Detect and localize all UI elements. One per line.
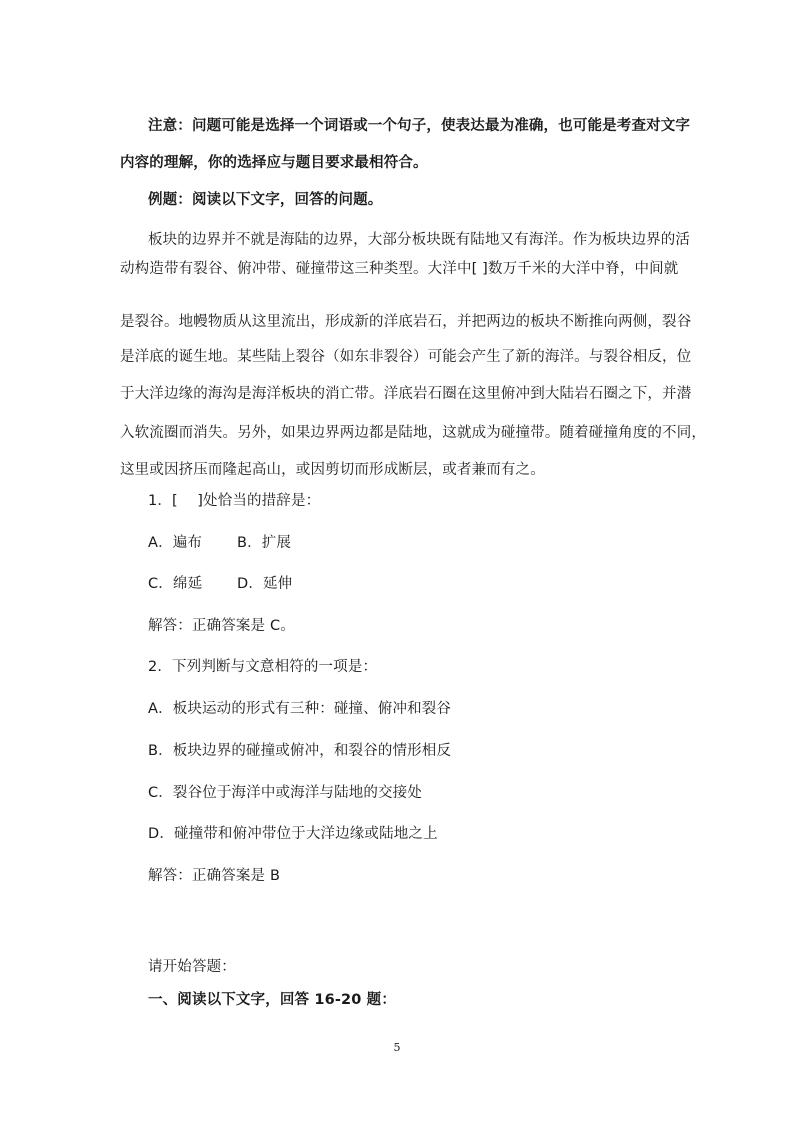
example-title: 例题：阅读以下文字，回答的问题。: [148, 192, 383, 208]
q2-answer: 解答：正确答案是 B: [148, 868, 281, 884]
note-line-2: 内容的理解，你的选择应与题目要求最相符合。: [120, 155, 428, 171]
passage-line-3: 是裂谷。地幔物质从这里流出，形成新的洋底岩石，并把两边的板块不断推向两侧，裂谷: [120, 314, 692, 330]
passage-line-5: 于大洋边缘的海沟是海洋板块的消亡带。洋底岩石圈在这里俯冲到大陆岩石圈之下，并潜: [120, 386, 692, 402]
q2-option-c: C．裂谷位于海洋中或海洋与陆地的交接处: [148, 785, 422, 801]
q1-option-b: B．扩展: [237, 535, 292, 551]
passage-line-2: 动构造带有裂谷、俯冲带、碰撞带这三种类型。大洋中[ ]数万千米的大洋中脊，中间就: [120, 261, 679, 277]
q2-option-a: A．板块运动的形式有三种：碰撞、俯冲和裂谷: [148, 701, 452, 717]
q1-answer: 解答：正确答案是 C。: [148, 618, 295, 634]
note-line-1: 注意：问题可能是选择一个词语或一个句子，使表达最为准确，也可能是考查对文字: [148, 118, 691, 134]
q1-stem: 1．[ ]处恰当的措辞是：: [148, 493, 321, 509]
q1-option-d: D．延伸: [237, 576, 293, 592]
section-title: 一、阅读以下文字，回答 16-20 题：: [148, 992, 396, 1008]
q2-option-b: B．板块边界的碰撞或俯冲，和裂谷的情形相反: [148, 743, 452, 759]
q2-stem: 2．下列判断与文意相符的一项是：: [148, 659, 378, 675]
start-label: 请开始答题：: [148, 959, 236, 975]
q1-option-c: C．绵延: [148, 576, 203, 592]
page-number: 5: [393, 1041, 401, 1054]
passage-line-4: 是洋底的诞生地。某些陆上裂谷（如东非裂谷）可能会产生了新的海洋。与裂谷相反，位: [120, 349, 692, 365]
passage-line-7: 这里或因挤压而隆起高山，或因剪切而形成断层，或者兼而有之。: [120, 462, 545, 478]
q2-option-d: D．碰撞带和俯冲带位于大洋边缘或陆地之上: [148, 826, 438, 842]
passage-line-6: 入软流圈而消失。另外，如果边界两边都是陆地，这就成为碰撞带。随着碰撞角度的不同，: [120, 425, 706, 441]
q1-option-a: A．遍布: [148, 535, 203, 551]
passage-line-1: 板块的边界并不就是海陆的边界，大部分板块既有陆地又有海洋。作为板块边界的活: [148, 232, 691, 248]
